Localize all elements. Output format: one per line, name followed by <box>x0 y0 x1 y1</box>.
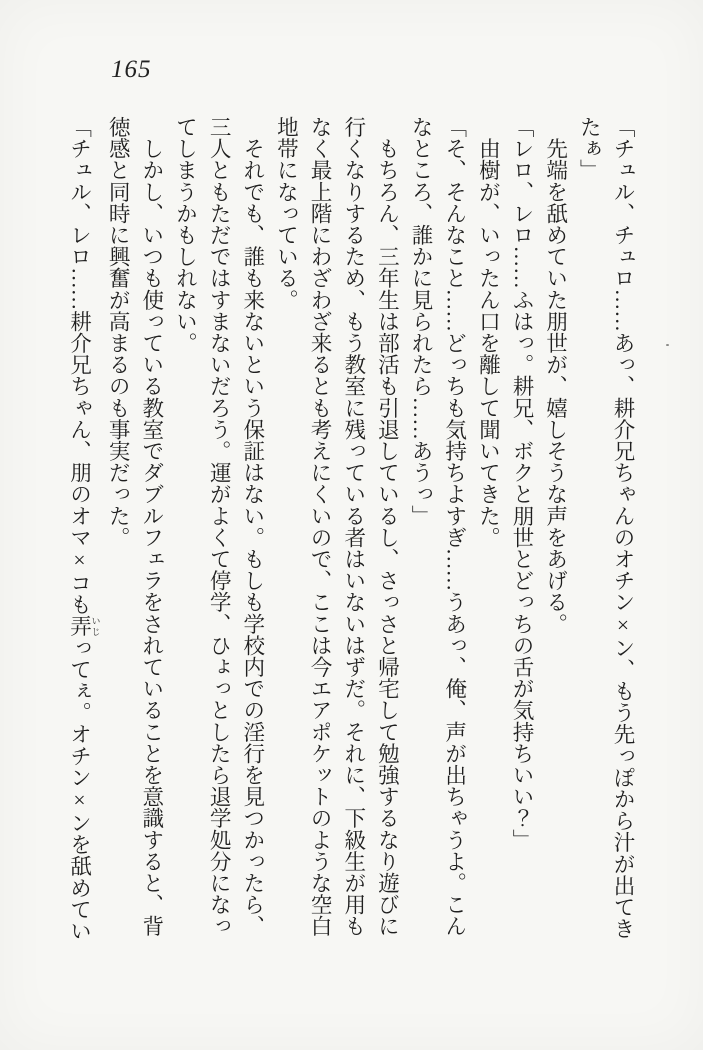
scan-speck <box>666 344 669 346</box>
text-column: それでも、誰も来ないという保証はない。もしも学校内での淫行を見つかったら、 <box>240 116 265 937</box>
text-column: 由樹が、いったん口を離して聞いてきた。 <box>476 116 501 548</box>
text-column: なく最上階にわざわざ来るとも考えにくいので、ここは今エアポケットのような空白 <box>308 116 333 937</box>
text-column: てしまうかもしれない。 <box>173 116 198 354</box>
text-column: 「そ、そんなこと……どっちも気持ちよすぎ……うあっ、俺、声が出ちゃうよ。こん <box>442 116 467 937</box>
text-column: 地帯になっている。 <box>274 116 299 311</box>
text-column: たぁ」 <box>577 116 602 181</box>
text-column: 「チュル、レロ……耕介兄ちゃん、朋のオマ×コも弄 いじってぇ。オチン×ンを舐めてい <box>67 116 101 942</box>
text-column: 三人ともただではすまないだろう。運がよくて停学、ひょっとしたら退学処分になっ <box>207 116 232 937</box>
page-number: 165 <box>111 56 152 83</box>
text-column: しかし、いつも使っている教室でダブルフェラをされていることを意識すると、背 <box>139 116 164 937</box>
text-column: 先端を舐めていた朋世が、嬉しそうな声をあげる。 <box>543 116 568 635</box>
text-column: 行くなりするため、もう教室に残っている者はいないはずだ。それに、下級生が用も <box>341 116 366 937</box>
text-column: 「レロ、レロ……ふはっ。耕兄、ボクと朋世とどっちの舌が気持ちいい？」 <box>510 116 535 851</box>
text-column: 「チュル、チュロ……あっ、耕介兄ちゃんのオチン×ン、もう先っぽから汁が出てき <box>611 116 635 940</box>
text-column: もちろん、三年生は部活も引退しているし、さっさと帰宅して勉強するなり遊びに <box>375 116 400 937</box>
text-column: なところ、誰かに見られたら……あうっ」 <box>409 116 434 527</box>
text-block <box>67 116 639 942</box>
text-column: 徳感と同時に興奮が高まるのも事実だった。 <box>106 116 131 548</box>
